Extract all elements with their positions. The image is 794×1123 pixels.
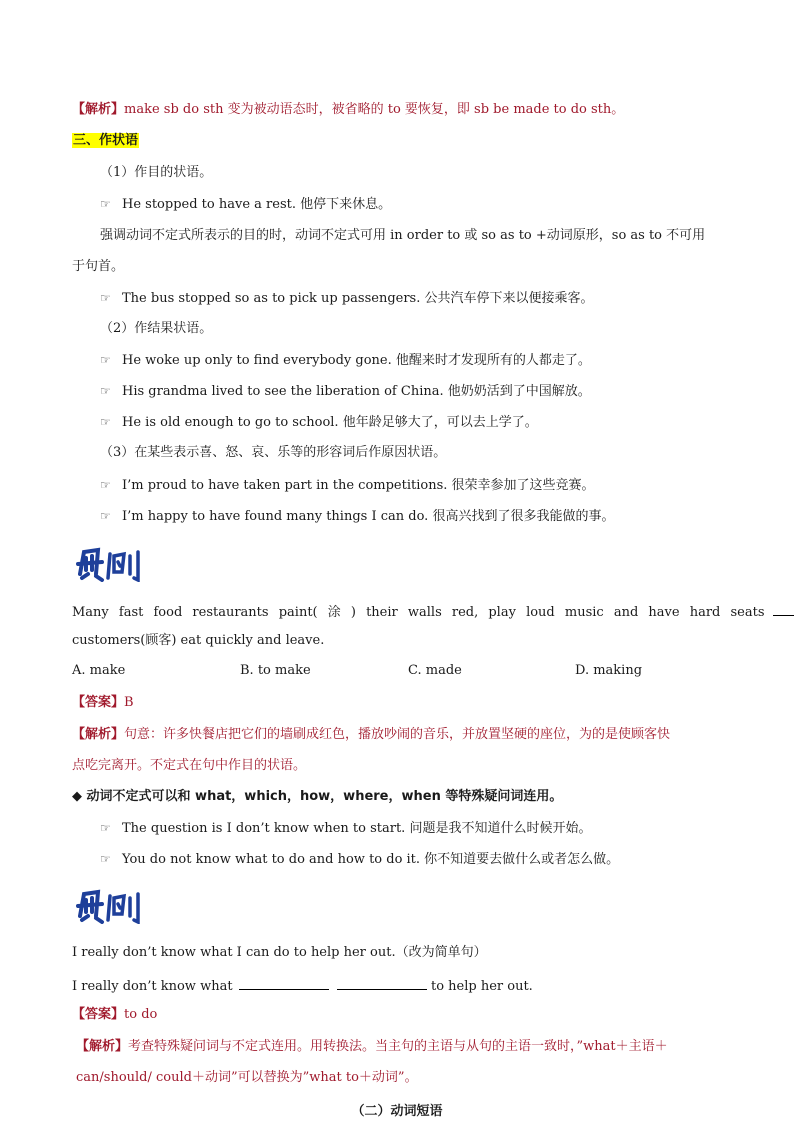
example-logo-icon xyxy=(74,886,150,924)
answer-value: B xyxy=(124,695,134,710)
example-logo xyxy=(74,544,150,586)
answer-line xyxy=(72,694,134,712)
example-text: You do not know what to do and how to do it. 你不知道要去做什么或者怎么做。 xyxy=(122,852,620,867)
option-a: A. make xyxy=(72,663,126,678)
answer-blank xyxy=(773,601,794,616)
pointing-hand-icon: ☞ xyxy=(100,197,111,211)
analysis-text: make sb do sth 变为被动语态时，被省略的 to 要恢复，即 sb be made to do sth。 xyxy=(124,102,625,117)
pointing-hand-icon: ☞ xyxy=(100,353,111,367)
option-b: B. to make xyxy=(240,663,311,678)
answer-tag: 【答案】 xyxy=(72,1007,125,1022)
example-text: I’m proud to have taken part in the competitions. 很荣幸参加了这些竞赛。 xyxy=(122,478,595,493)
example-logo xyxy=(74,886,150,928)
pointing-hand-icon: ☞ xyxy=(100,478,111,492)
section-title: 三、作状语 xyxy=(73,133,139,148)
answer-tag: 【答案】 xyxy=(72,695,125,710)
analysis-line-1: 【解析】句意：许多快餐店把它们的墙刷成红色，播放吵闹的音乐，并放置坚硬的座位，为的是使顾客快 xyxy=(72,727,671,742)
pointing-hand-icon: ☞ xyxy=(100,821,111,835)
analysis-tag: 【解析】 xyxy=(72,102,125,117)
analysis-line-2: 点吃完离开。不定式在句中作目的状语。 xyxy=(72,758,307,773)
example-text: He is old enough to go to school. 他年龄足够大了，可以去上学了。 xyxy=(122,415,538,430)
pointing-hand-icon: ☞ xyxy=(100,415,111,429)
answer-blank xyxy=(337,975,427,990)
emphasis-line-1: 强调动词不定式所表示的目的时，动词不定式可用 in order to 或 so as to +动词原形，so as to 不可用 xyxy=(100,228,706,243)
analysis-tag: 【解析】 xyxy=(72,727,125,742)
answer-value: to do xyxy=(124,1007,158,1022)
item-2-label: （2）作结果状语。 xyxy=(100,321,213,336)
rule-heading: ◆ 动词不定式可以和 what，which，how，where，when 等特殊疑问词连用。 xyxy=(72,789,563,804)
subsection-heading: （二）动词短语 xyxy=(351,1104,443,1119)
example-text: The question is I don’t know when to start. 问题是我不知道什么时候开始。 xyxy=(122,821,592,836)
analysis-line-2: can/should/ could＋动词”可以替换为”what to＋动词”。 xyxy=(76,1070,418,1085)
diamond-bullet-icon: ◆ xyxy=(72,789,82,804)
option-d: D. making xyxy=(575,663,643,678)
option-c: C. made xyxy=(408,663,462,678)
example-sentence xyxy=(100,289,594,308)
pointing-hand-icon: ☞ xyxy=(100,291,111,305)
example-text: He stopped to have a rest. 他停下来休息。 xyxy=(122,197,392,212)
example-text: I’m happy to have found many things I can do. 很高兴找到了很多我能做的事。 xyxy=(122,509,615,524)
example-text: The bus stopped so as to pick up passengers. 公共汽车停下来以便接乘客。 xyxy=(122,291,594,306)
example-sentence xyxy=(100,476,595,495)
question-1-line-2: customers(顾客) eat quickly and leave. xyxy=(72,633,325,648)
example-sentence xyxy=(100,413,538,432)
example-sentence xyxy=(100,195,391,214)
example-logo-icon xyxy=(74,544,150,582)
example-sentence xyxy=(100,850,619,869)
pointing-hand-icon: ☞ xyxy=(100,509,111,523)
item-1-label: （1）作目的状语。 xyxy=(100,165,213,180)
analysis-line-1: 【解析】考查特殊疑问词与不定式连用。用转换法。当主句的主语与从句的主语一致时，”what＋主语＋ xyxy=(76,1039,668,1054)
example-text: His grandma lived to see the liberation of China. 他奶奶活到了中国解放。 xyxy=(122,384,591,399)
analysis-tag: 【解析】 xyxy=(76,1039,129,1054)
question-1-line-1: Many fast food restaurants paint( 涂 ) their walls red, play loud music and have hard seats xyxy=(72,601,794,622)
pointing-hand-icon: ☞ xyxy=(100,852,111,866)
example-text: He woke up only to find everybody gone. 他醒来时才发现所有的人都走了。 xyxy=(122,353,591,368)
section-heading xyxy=(72,132,139,150)
pointing-hand-icon: ☞ xyxy=(100,384,111,398)
example-sentence xyxy=(100,382,591,401)
question-2-line-1: I really don’t know what I can do to help her out.（改为简单句） xyxy=(72,945,487,960)
item-3-label: （3）在某些表示喜、怒、哀、乐等的形容词后作原因状语。 xyxy=(100,445,447,460)
answer-blank xyxy=(239,975,329,990)
question-2-line-2: I really don’t know what to help her out. xyxy=(72,975,533,996)
analysis-paragraph xyxy=(72,101,624,119)
example-sentence xyxy=(100,819,591,838)
emphasis-line-2: 于句首。 xyxy=(72,259,125,274)
example-sentence xyxy=(100,351,591,370)
answer-line xyxy=(72,1006,157,1024)
example-sentence xyxy=(100,507,614,526)
